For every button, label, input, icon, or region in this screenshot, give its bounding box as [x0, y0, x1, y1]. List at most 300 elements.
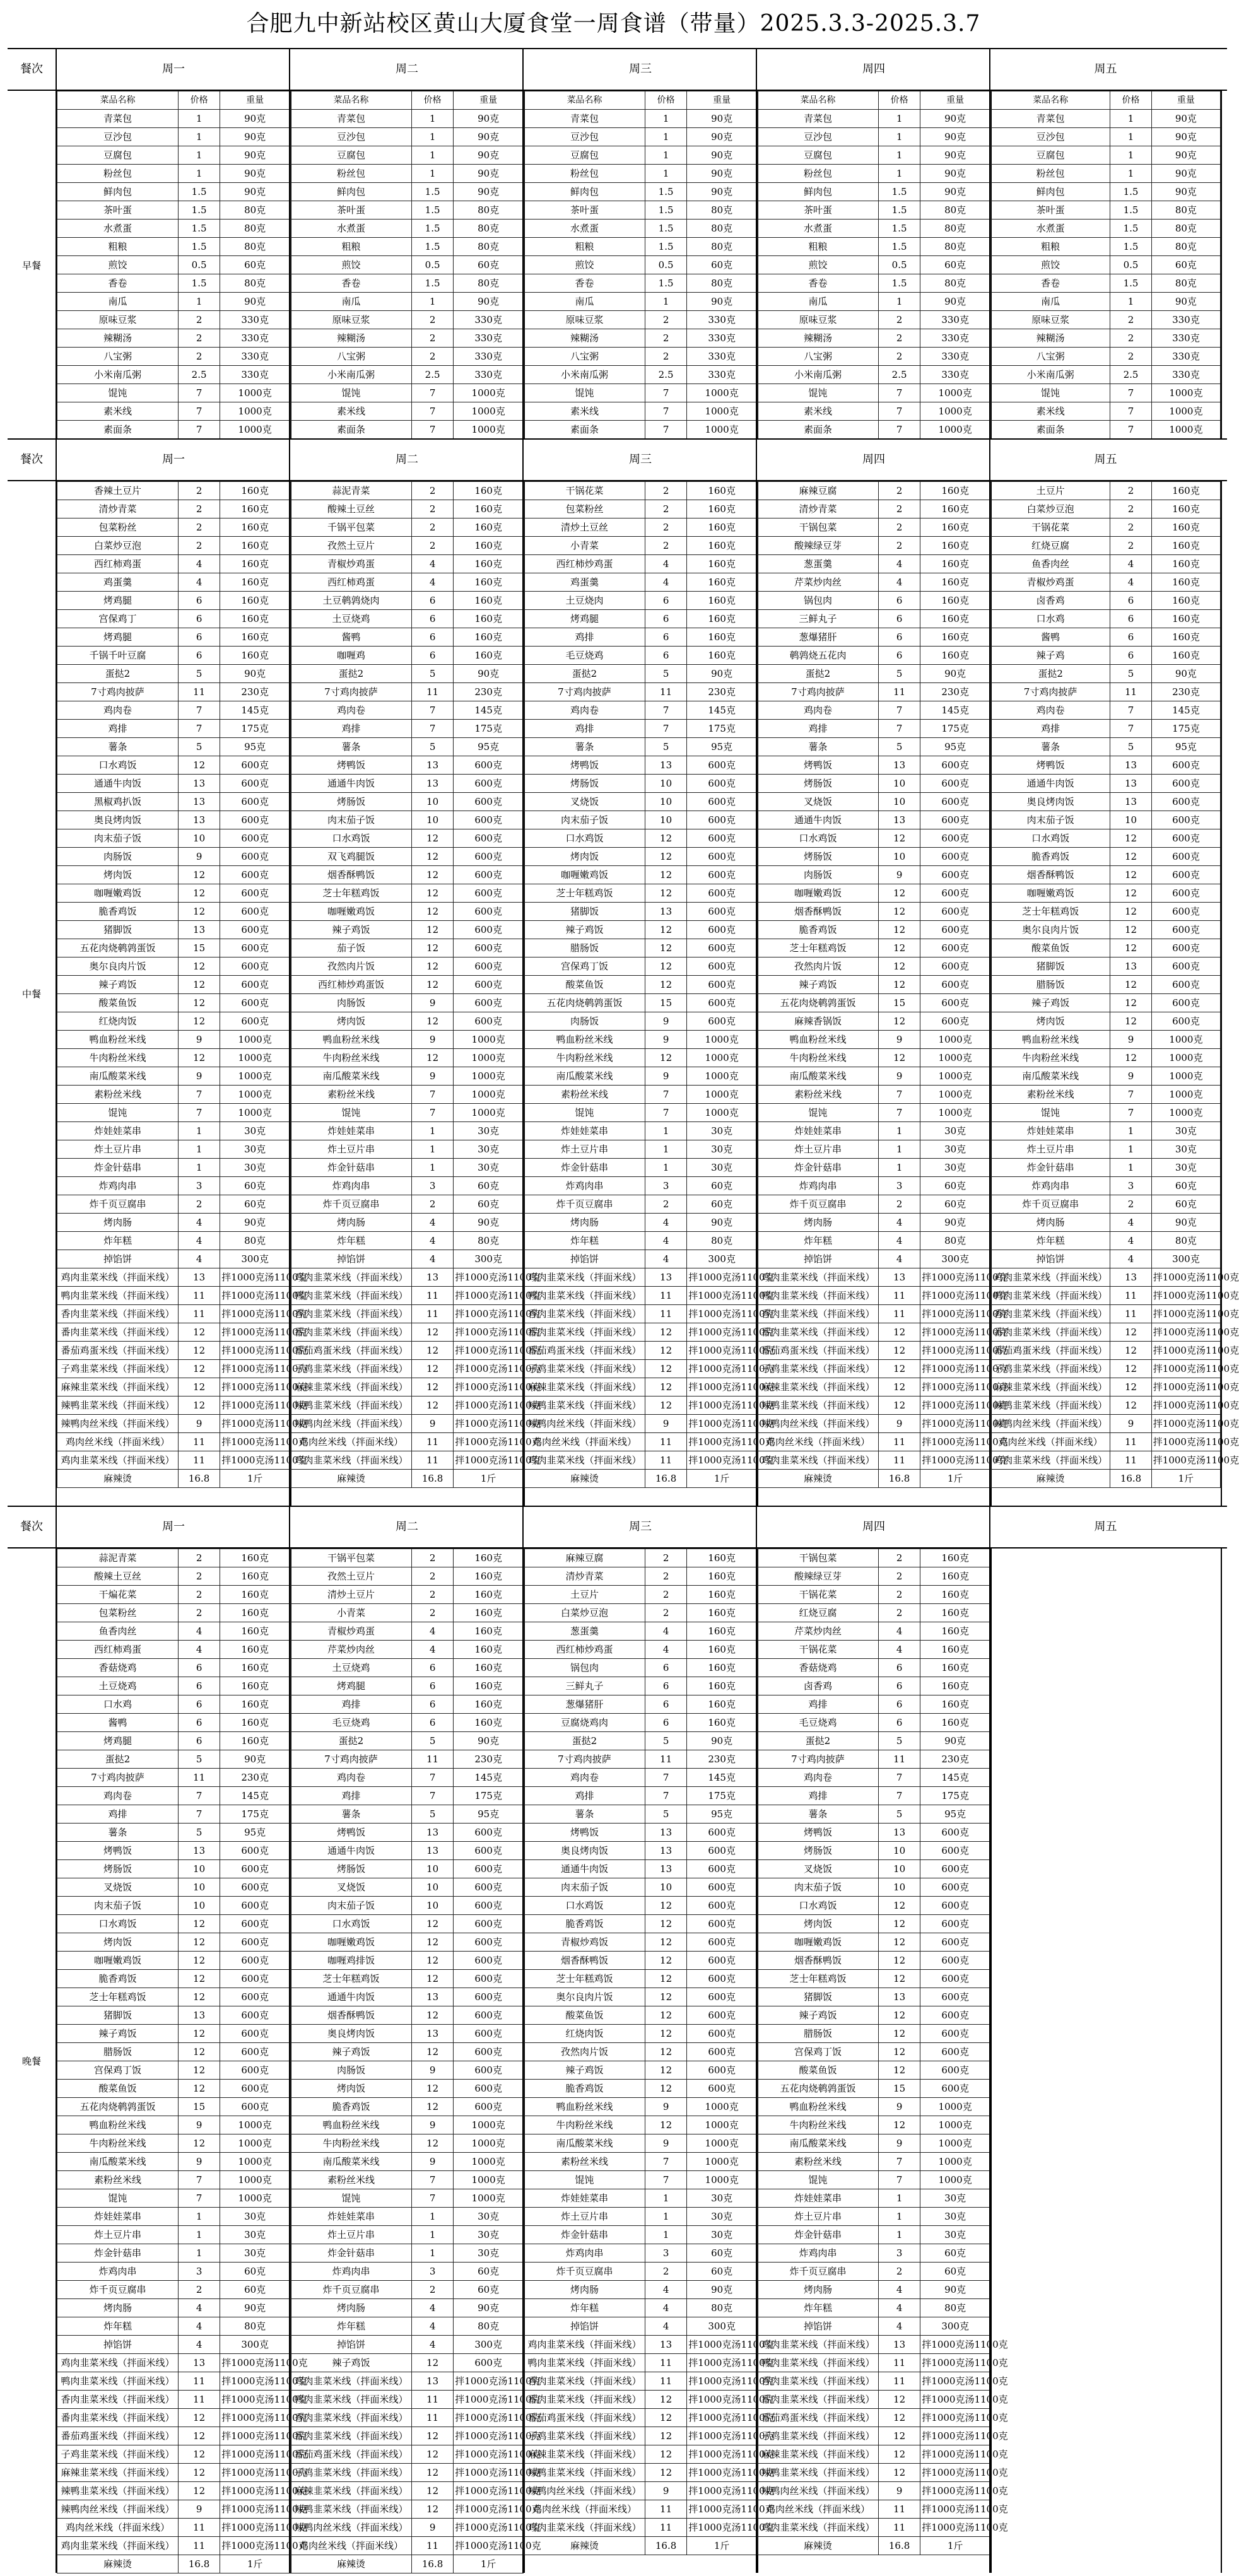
- table-row: [991, 610, 1221, 628]
- table-row: [57, 1287, 290, 1305]
- dish-name: 毛豆烧鸡: [524, 647, 645, 665]
- day-column: [989, 1549, 1222, 2573]
- table-row: [57, 2061, 290, 2080]
- table-row: [758, 2482, 990, 2500]
- table-row: [57, 2226, 290, 2244]
- dish-weight: 1000克: [220, 2153, 290, 2171]
- dish-name: 香肉韭菜米线（拌面米线）: [758, 1305, 879, 1323]
- dish-name: 蛋挞2: [57, 665, 179, 683]
- table-row: [758, 1732, 990, 1750]
- dish-weight: 600克: [920, 903, 990, 921]
- dish-name: 通通牛肉饭: [291, 775, 412, 793]
- dish-price: 7: [178, 421, 220, 439]
- dish-name: 干锅花菜: [758, 1641, 879, 1659]
- table-row: [758, 1433, 990, 1451]
- dish-name: 辣鸭韭菜米线（拌面米线）: [57, 1396, 179, 1415]
- dish-weight: 拌1000克汤1100克: [687, 2354, 757, 2372]
- table-row: [991, 592, 1221, 610]
- dish-weight: 拌1000克汤1100克: [220, 2354, 290, 2372]
- dish-price: 7: [411, 402, 453, 421]
- dish-name: 炸年糕: [291, 1232, 412, 1250]
- dish-weight: 90克: [454, 128, 524, 146]
- dish-name: 芝士年糕鸡饭: [991, 903, 1110, 921]
- dish-price: 3: [178, 2263, 220, 2281]
- table-row: [758, 1604, 990, 1622]
- dish-weight: 1000克: [454, 2134, 524, 2153]
- dish-weight: 600克: [454, 848, 524, 866]
- meal-name: 中餐: [21, 988, 41, 1000]
- dish-name: 青椒炒鸡饭: [524, 1933, 645, 1952]
- dish-price: 2: [878, 1549, 920, 1567]
- dish-weight: 600克: [1151, 939, 1220, 957]
- dish-price: 1: [411, 2244, 453, 2263]
- dish-name: 烤肠饭: [291, 1860, 412, 1878]
- table-row: [991, 628, 1221, 647]
- menu-table: [57, 1549, 308, 2573]
- dish-name: 鸭肉韭菜米线（拌面米线）: [57, 1287, 179, 1305]
- dish-name: 奥良烤肉饭: [991, 793, 1110, 811]
- dish-weight: 160克: [1151, 592, 1220, 610]
- dish-name: 豆沙包: [524, 128, 645, 146]
- table-row: [57, 110, 290, 128]
- dish-weight: 90克: [687, 2281, 757, 2299]
- dish-name: 素米线: [524, 402, 645, 421]
- dish-price: 2.5: [178, 366, 220, 384]
- table-row: [291, 2153, 524, 2171]
- dish-name: 双飞鸡腿饭: [291, 848, 412, 866]
- dish-name: 烤鸭饭: [291, 1824, 412, 1842]
- table-row: [758, 2208, 990, 2226]
- dish-weight: 80克: [687, 1232, 757, 1250]
- dish-name: 烟香酥鸭饭: [524, 1952, 645, 1970]
- dish-name: 素米线: [991, 402, 1110, 421]
- dish-price: 12: [178, 2025, 220, 2043]
- dish-name: 南瓜酸菜米线: [758, 1067, 879, 1086]
- dish-weight: 600克: [454, 903, 524, 921]
- dish-price: 12: [645, 848, 686, 866]
- table-row: [57, 1659, 290, 1677]
- dish-price: 12: [411, 2427, 453, 2445]
- table-row: [758, 2025, 990, 2043]
- dish-weight: 90克: [920, 183, 990, 201]
- dish-name: 豆沙包: [291, 128, 412, 146]
- dish-price: 11: [645, 2372, 686, 2391]
- menu-table: [990, 91, 1221, 439]
- table-row: [991, 311, 1221, 329]
- table-row: [991, 421, 1221, 439]
- dish-price: 13: [178, 2006, 220, 2025]
- table-row: [291, 2244, 524, 2263]
- table-row: [991, 1378, 1221, 1396]
- dish-weight: 90克: [920, 165, 990, 183]
- dish-price: 2: [645, 1604, 686, 1622]
- dish-price: 12: [1110, 829, 1152, 848]
- dish-weight: 拌1000克汤1100克: [220, 1268, 290, 1287]
- dish-name: 五花肉烧鹌鹑蛋饭: [57, 2098, 179, 2116]
- dish-price: 11: [411, 1305, 453, 1323]
- dish-price: 9: [645, 1012, 686, 1031]
- dish-name: 酸菜鱼饭: [758, 2061, 879, 2080]
- dish-weight: 330克: [454, 311, 524, 329]
- dish-weight: 1000克: [1151, 1086, 1220, 1104]
- dish-name: 素粉丝米线: [524, 2153, 645, 2171]
- dish-price: 2: [178, 1195, 220, 1214]
- table-row: [57, 738, 290, 756]
- dish-name: 辣鸭肉丝米线（拌面米线）: [291, 1415, 412, 1433]
- dish-price: 11: [178, 1433, 220, 1451]
- dish-name: 水煮蛋: [758, 220, 879, 238]
- dish-price: 5: [645, 1732, 686, 1750]
- table-row: [524, 165, 757, 183]
- dish-name: 干锅花菜: [524, 482, 645, 500]
- dish-name: 猪脚饭: [758, 1988, 879, 2006]
- dish-weight: 拌1000克汤1100克: [920, 2354, 990, 2372]
- dish-price: 9: [411, 2116, 453, 2134]
- dish-name: 烤鸡腿: [524, 610, 645, 628]
- dish-name: 芝士年糕鸡饭: [524, 884, 645, 903]
- dish-name: 番肉韭菜米线（拌面米线）: [991, 1323, 1110, 1342]
- dish-price: 5: [878, 738, 920, 756]
- dish-weight: 600克: [920, 811, 990, 829]
- dish-weight: 600克: [220, 811, 290, 829]
- dish-price: 4: [411, 555, 453, 573]
- dish-name: 素粉丝米线: [291, 1086, 412, 1104]
- table-row: [291, 146, 524, 165]
- dish-price: 7: [1110, 421, 1152, 439]
- table-row: [524, 793, 757, 811]
- table-row: [991, 329, 1221, 348]
- dish-price: 6: [878, 628, 920, 647]
- dish-weight: 160克: [220, 1622, 290, 1641]
- dish-weight: 拌1000克汤1100克: [920, 1415, 990, 1433]
- dish-weight: 175克: [920, 1787, 990, 1805]
- dish-weight: 230克: [454, 1750, 524, 1769]
- table-row: [991, 701, 1221, 720]
- dish-weight: 1000克: [920, 2134, 990, 2153]
- dish-weight: 拌1000克汤1100克: [687, 1360, 757, 1378]
- dish-price: 2: [878, 1604, 920, 1622]
- dish-price: 12: [878, 884, 920, 903]
- dish-weight: 90克: [920, 128, 990, 146]
- dish-name: 蛋挞2: [758, 665, 879, 683]
- dish-price: 6: [645, 610, 686, 628]
- dish-price: 4: [411, 2317, 453, 2336]
- dish-weight: 230克: [687, 683, 757, 701]
- table-row: [57, 1970, 290, 1988]
- table-row: [758, 238, 990, 256]
- table-row: [57, 2299, 290, 2317]
- dish-weight: 95克: [1151, 738, 1220, 756]
- dish-name: 辣鸭肉丝米线（拌面米线）: [57, 1415, 179, 1433]
- dish-price: 12: [878, 1396, 920, 1415]
- dish-price: 9: [411, 2061, 453, 2080]
- dish-weight: 600克: [920, 756, 990, 775]
- dish-weight: 1000克: [920, 2116, 990, 2134]
- dish-price: 9: [178, 848, 220, 866]
- dish-price: 7: [411, 1787, 453, 1805]
- dish-name: 馄饨: [57, 1104, 179, 1122]
- table-row: [758, 2427, 990, 2445]
- table-row: [57, 2519, 290, 2537]
- dish-price: 12: [411, 957, 453, 976]
- menu-grid: [8, 48, 1239, 2573]
- table-row: [57, 2098, 290, 2116]
- dish-weight: 90克: [687, 1732, 757, 1750]
- table-row: [291, 384, 524, 402]
- dish-price: 16.8: [178, 1470, 220, 1488]
- section-body: [8, 481, 1239, 1506]
- dish-name: 白菜炒豆泡: [524, 1604, 645, 1622]
- dish-weight: 30克: [454, 2208, 524, 2226]
- dish-weight: 90克: [1151, 183, 1220, 201]
- dish-price: 1: [178, 146, 220, 165]
- dish-price: 6: [411, 592, 453, 610]
- table-row: [57, 610, 290, 628]
- dish-price: 12: [1110, 921, 1152, 939]
- table-row: [291, 994, 524, 1012]
- table-row: [991, 402, 1221, 421]
- dish-weight: 600克: [1151, 921, 1220, 939]
- dish-price: 2: [411, 1586, 453, 1604]
- dish-weight: 拌1000克汤1100克: [454, 2464, 524, 2482]
- dish-name: 西红柿鸡蛋: [291, 573, 412, 592]
- dish-weight: 拌1000克汤1100克: [454, 2482, 524, 2500]
- dish-price: 7: [878, 701, 920, 720]
- table-row: [57, 201, 290, 220]
- day-header: 周二: [289, 49, 524, 90]
- dish-name: 叉烧饭: [57, 1878, 179, 1897]
- table-row: [758, 665, 990, 683]
- table-row: [758, 165, 990, 183]
- dish-price: 12: [178, 2445, 220, 2464]
- dish-weight: 1000克: [920, 384, 990, 402]
- table-row: [991, 518, 1221, 537]
- dish-name: 原味豆浆: [291, 311, 412, 329]
- table-row: [524, 311, 757, 329]
- table-row: [758, 701, 990, 720]
- dish-name: 豆腐包: [57, 146, 179, 165]
- dish-price: 11: [878, 1750, 920, 1769]
- table-row: [57, 1067, 290, 1086]
- dish-name: 酸辣土豆丝: [57, 1567, 179, 1586]
- dish-weight: 160克: [1151, 555, 1220, 573]
- dish-price: 6: [1110, 610, 1152, 628]
- dish-price: 1: [645, 2208, 686, 2226]
- dish-price: 2: [1110, 348, 1152, 366]
- dish-name: 鸡肉韭菜米线（拌面米线）: [57, 2537, 179, 2555]
- table-row: [291, 1915, 524, 1933]
- dish-weight: 95克: [920, 738, 990, 756]
- table-row: [291, 1842, 524, 1860]
- dish-price: 12: [645, 2080, 686, 2098]
- dish-price: 2: [645, 500, 686, 518]
- dish-price: 5: [878, 665, 920, 683]
- dish-price: 2: [411, 1195, 453, 1214]
- dish-weight: 95克: [920, 1805, 990, 1824]
- table-row: [291, 1287, 524, 1305]
- dish-weight: 1000克: [220, 2171, 290, 2189]
- dish-price: 12: [178, 1396, 220, 1415]
- table-row: [524, 1988, 757, 2006]
- table-row: [57, 1732, 290, 1750]
- dish-name: 鸡肉卷: [57, 1787, 179, 1805]
- dish-price: 1: [1110, 165, 1152, 183]
- dish-price: 12: [878, 957, 920, 976]
- table-row: [991, 957, 1221, 976]
- dish-price: 1.5: [645, 274, 686, 293]
- dish-name: 炸年糕: [758, 1232, 879, 1250]
- menu-table: [290, 1549, 541, 2573]
- table-row: [291, 2445, 524, 2464]
- dish-weight: 拌1000克汤1100克: [454, 1433, 524, 1451]
- table-row: [291, 1787, 524, 1805]
- table-row: [291, 756, 524, 775]
- dish-weight: 1000克: [454, 1031, 524, 1049]
- dish-price: 6: [178, 1732, 220, 1750]
- dish-price: 12: [1110, 1323, 1152, 1342]
- dish-name: 香肉韭菜米线（拌面米线）: [291, 1305, 412, 1323]
- dish-price: 6: [178, 628, 220, 647]
- dish-price: 12: [645, 2464, 686, 2482]
- table-row: [291, 2409, 524, 2427]
- dish-name: 馄饨: [524, 1104, 645, 1122]
- dish-price: 2: [878, 329, 920, 348]
- dish-price: 1: [878, 1122, 920, 1140]
- table-row: [758, 110, 990, 128]
- dish-price: 13: [411, 1842, 453, 1860]
- dish-price: 2: [878, 482, 920, 500]
- table-row: [991, 1177, 1221, 1195]
- meal-section: [8, 1506, 1227, 2573]
- table-row: [291, 1323, 524, 1342]
- dish-weight: 160克: [220, 1586, 290, 1604]
- table-row: [758, 348, 990, 366]
- dish-name: 烤肉饭: [524, 848, 645, 866]
- dish-price: 2: [645, 2263, 686, 2281]
- dish-name: 辣鸭肉丝米线（拌面米线）: [758, 1415, 879, 1433]
- dish-weight: 160克: [454, 1714, 524, 1732]
- dish-name: 炸鸡肉串: [291, 2263, 412, 2281]
- table-row: [291, 573, 524, 592]
- dish-price: 10: [411, 1860, 453, 1878]
- dish-name: 肉肠饭: [758, 866, 879, 884]
- table-row: [991, 256, 1221, 274]
- dish-name: 馄饨: [758, 2171, 879, 2189]
- table-row: [291, 128, 524, 146]
- table-row: [57, 1342, 290, 1360]
- table-row: [291, 2482, 524, 2500]
- dish-price: 12: [178, 1970, 220, 1988]
- dish-weight: 160克: [454, 482, 524, 500]
- dish-price: 9: [178, 2500, 220, 2519]
- dish-price: 1: [178, 128, 220, 146]
- dish-name: 麻辣韭菜米线（拌面米线）: [758, 2445, 879, 2464]
- dish-name: 宫保鸡丁: [57, 610, 179, 628]
- dish-weight: 600克: [1151, 884, 1220, 903]
- dish-weight: 160克: [920, 500, 990, 518]
- table-row: [758, 1360, 990, 1378]
- dish-weight: 90克: [687, 110, 757, 128]
- dish-weight: 拌1000克汤1100克: [220, 2464, 290, 2482]
- dish-weight: 600克: [687, 1878, 757, 1897]
- dish-weight: 90克: [1151, 665, 1220, 683]
- dish-price: 11: [178, 1451, 220, 1470]
- table-row: [291, 610, 524, 628]
- dish-name: 炸年糕: [57, 2317, 179, 2336]
- dish-weight: 160克: [1151, 537, 1220, 555]
- dish-price: 13: [878, 756, 920, 775]
- table-row: [291, 665, 524, 683]
- dish-name: 番肉韭菜米线（拌面米线）: [524, 1323, 645, 1342]
- table-row: [524, 628, 757, 647]
- table-row: [57, 2244, 290, 2263]
- dish-weight: 330克: [1151, 348, 1220, 366]
- dish-name: 宫保鸡丁饭: [758, 2043, 879, 2061]
- dish-price: 1.5: [1110, 201, 1152, 220]
- table-row: [758, 1177, 990, 1195]
- dish-weight: 90克: [687, 165, 757, 183]
- table-row: [57, 1622, 290, 1641]
- dish-price: 9: [878, 2134, 920, 2153]
- dish-name: 葱蛋羹: [758, 555, 879, 573]
- dish-name: 素面条: [57, 421, 179, 439]
- dish-name: 番肉韭菜米线（拌面米线）: [291, 2427, 412, 2445]
- dish-price: 9: [178, 2153, 220, 2171]
- dish-name: 清炒土豆片: [291, 1586, 412, 1604]
- dish-price: 6: [878, 1677, 920, 1695]
- menu-table: [757, 1549, 1008, 2555]
- dish-price: 1.5: [645, 238, 686, 256]
- dish-weight: 160克: [687, 573, 757, 592]
- dish-price: 7: [878, 1104, 920, 1122]
- dish-weight: 600克: [1151, 1012, 1220, 1031]
- dish-name: 馄饨: [758, 1104, 879, 1122]
- table-row: [758, 220, 990, 238]
- dish-weight: 600克: [920, 866, 990, 884]
- dish-weight: 拌1000克汤1100克: [220, 1433, 290, 1451]
- dish-name: 肉末茄子饭: [758, 1878, 879, 1897]
- dish-weight: 拌1000克汤1100克: [920, 2372, 990, 2391]
- dish-price: 12: [411, 1933, 453, 1952]
- table-header-weight: 重量: [1151, 91, 1220, 110]
- dish-name: 炸土豆片串: [758, 2208, 879, 2226]
- dish-name: 脆香鸡饭: [991, 848, 1110, 866]
- dish-price: 12: [645, 2391, 686, 2409]
- table-row: [991, 1159, 1221, 1177]
- dish-price: 12: [878, 1952, 920, 1970]
- dish-weight: 拌1000克汤1100克: [454, 2519, 524, 2537]
- table-row: [524, 573, 757, 592]
- table-row: [57, 293, 290, 311]
- dish-price: 12: [411, 1378, 453, 1396]
- table-row: [291, 274, 524, 293]
- dish-name: 麻辣豆腐: [524, 1549, 645, 1567]
- dish-name: 煎饺: [57, 256, 179, 274]
- table-row: [57, 1232, 290, 1250]
- dish-weight: 160克: [920, 518, 990, 537]
- dish-weight: 1斤: [920, 2537, 990, 2555]
- table-row: [57, 1586, 290, 1604]
- dish-price: 12: [1110, 1342, 1152, 1360]
- dish-name: 烤肉肠: [524, 2281, 645, 2299]
- dish-price: 12: [645, 2061, 686, 2080]
- dish-weight: 30克: [920, 1159, 990, 1177]
- dish-weight: 160克: [454, 628, 524, 647]
- dish-name: 南瓜: [291, 293, 412, 311]
- table-row: [57, 1641, 290, 1659]
- dish-name: 麻辣韭菜米线（拌面米线）: [758, 1378, 879, 1396]
- dish-price: 9: [178, 1067, 220, 1086]
